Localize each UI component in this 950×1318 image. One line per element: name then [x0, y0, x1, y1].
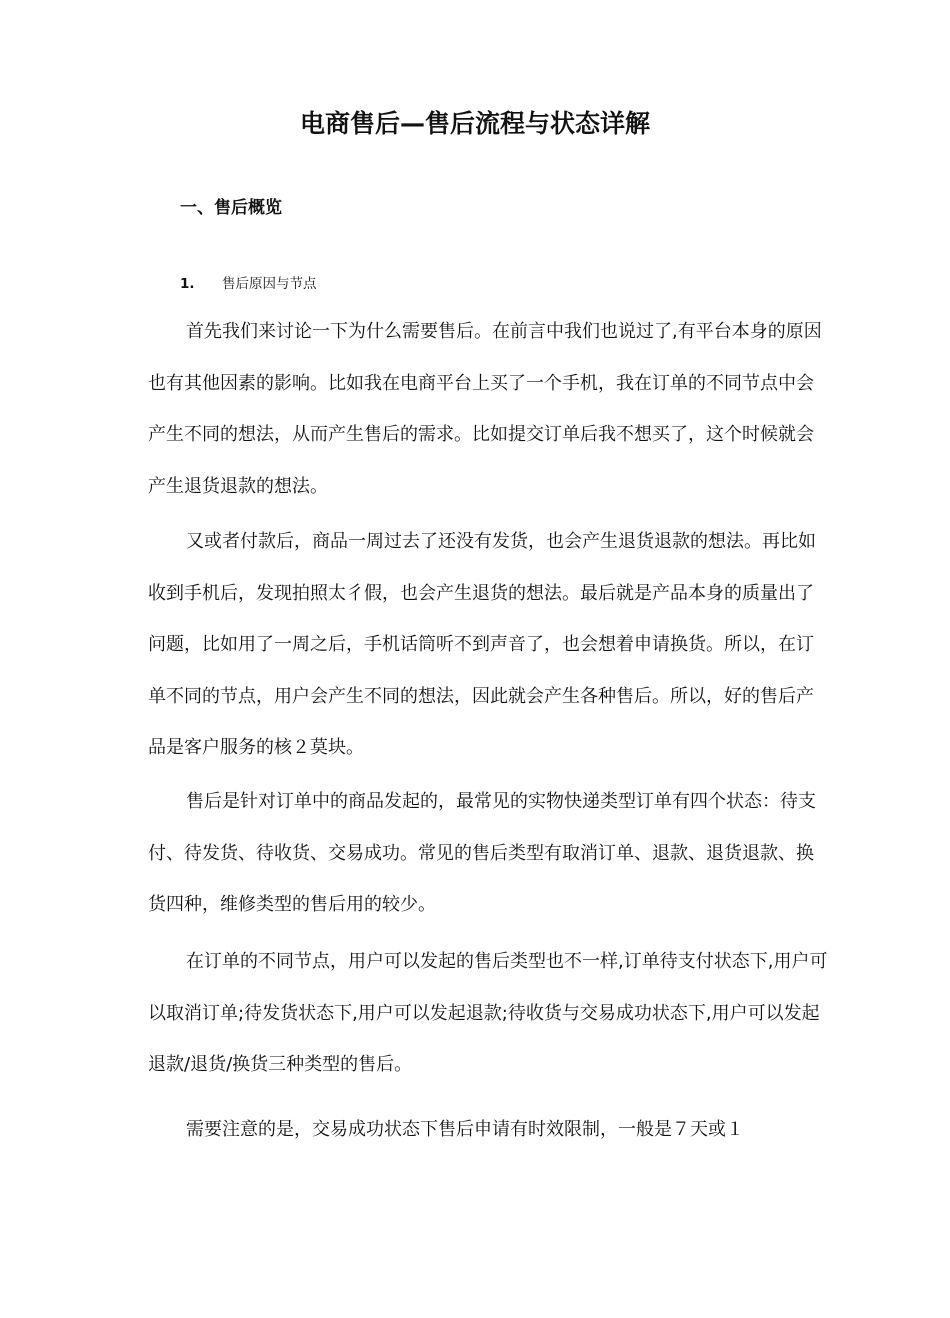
- paragraph: 需要注意的是，交易成功状态下售后申请有时效限制，一般是７天或１: [186, 1119, 744, 1140]
- paragraph: 在订单的不同节点，用户可以发起的售后类型也不一样,订单待支付状态下,用户可以取消订单;待发货状态下,用户可以发起退款;待收货与交易成功状态下,用户可以发起退款/退货/换货三种类型的售后。: [148, 951, 828, 1075]
- subsection-number: 1.: [180, 276, 195, 292]
- paragraph: 首先我们来讨论一下为什么需要售后。在前言中我们也说过了,有平台本身的原因也有其他因素的影响。比如我在电商平台上买了一个手机，我在订单的不同节点中会产生不同的想法，从而产生售后的需求。比如提交订单后我不想买了，这个时候就会产生退货退款的想法。: [148, 321, 822, 497]
- document-title: 电商售后—售后流程与状态详解: [299, 109, 650, 138]
- paragraph: 售后是针对订单中的商品发起的，最常见的实物快递类型订单有四个状态：待支付、待发货、待收货、交易成功。常见的售后类型有取消订单、退款、退货退款、换货四种，维修类型的售后用的较少。: [148, 791, 816, 915]
- subsection-heading: [180, 274, 317, 294]
- paragraph: 又或者付款后，商品一周过去了还没有发货，也会产生退货退款的想法。再比如收到手机后，发现拍照太彳假，也会产生退货的想法。最后就是产品本身的质量出了问题，比如用了一周之后，手机话筒听不到声音了，也会想着申请换货。所以，在订单不同的节点，用户会产生不同的想法，因此就会产生各种售后。所以，好的售后产品是客户服务的核２莫块。: [148, 531, 816, 758]
- section-heading: 一、售后概览: [180, 198, 282, 218]
- subsection-title: 售后原因与节点: [222, 276, 317, 292]
